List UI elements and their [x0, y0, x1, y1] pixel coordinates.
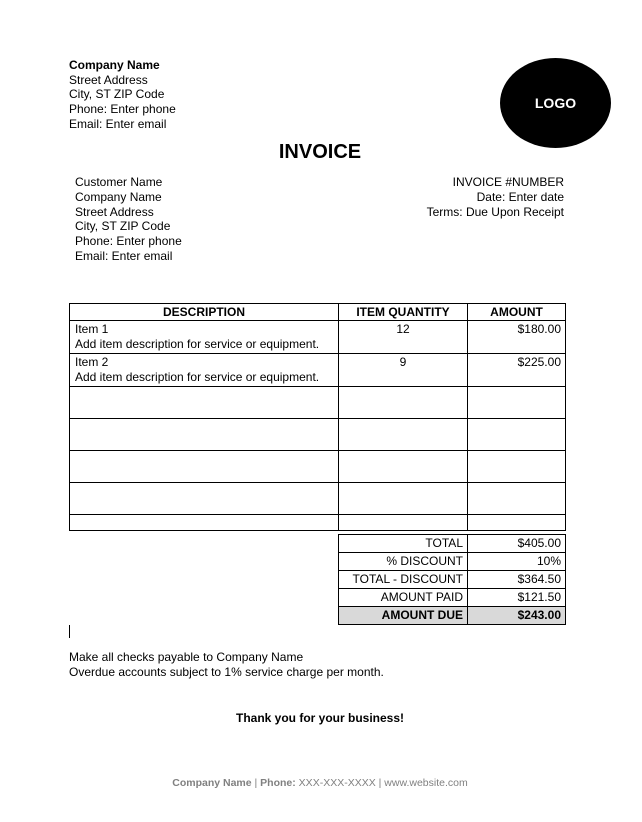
- header-amount: AMOUNT: [468, 304, 566, 321]
- row-description-cell[interactable]: [70, 354, 339, 387]
- empty-amount-cell[interactable]: [468, 483, 566, 515]
- empty-amount-cell[interactable]: [468, 515, 566, 531]
- row-amount[interactable]: $180.00: [468, 321, 566, 354]
- row-item-name: Item 1: [75, 322, 109, 336]
- footer-phone-value: XXX-XXX-XXXX: [295, 777, 376, 789]
- footer-company: Company Name: [172, 777, 252, 789]
- amount-paid-label: AMOUNT PAID: [339, 589, 468, 607]
- total-minus-discount-label: TOTAL - DISCOUNT: [339, 571, 468, 589]
- amount-paid-value[interactable]: $121.50: [468, 589, 566, 607]
- table-row: [70, 354, 566, 387]
- empty-amount-cell[interactable]: [468, 387, 566, 419]
- invoice-date: Date: Enter date: [476, 189, 564, 204]
- sender-city: City, ST ZIP Code: [69, 87, 165, 102]
- row-description-cell[interactable]: [70, 321, 339, 354]
- footer-separator: |: [251, 777, 261, 789]
- empty-quantity-cell[interactable]: [339, 419, 468, 451]
- discount-value[interactable]: 10%: [468, 553, 566, 571]
- customer-company: Company Name: [75, 189, 162, 204]
- footer-separator: |: [375, 777, 385, 789]
- empty-amount-cell[interactable]: [468, 419, 566, 451]
- bill-to-block: [75, 175, 182, 264]
- table-header-row: [70, 304, 566, 321]
- footer: [0, 777, 640, 789]
- logo-label: LOGO: [534, 95, 577, 111]
- customer-phone: Phone: Enter phone: [75, 234, 182, 249]
- sender-block: [69, 58, 176, 132]
- sender-phone: Phone: Enter phone: [69, 102, 176, 117]
- header-quantity: ITEM QUANTITY: [339, 304, 468, 321]
- items-table: [69, 303, 566, 531]
- discount-label: % DISCOUNT: [339, 553, 468, 571]
- totals-table: [338, 534, 566, 625]
- empty-description-cell[interactable]: [70, 451, 339, 483]
- amount-due-label: AMOUNT DUE: [339, 607, 468, 625]
- customer-email: Email: Enter email: [75, 248, 173, 263]
- table-row-empty: [70, 419, 566, 451]
- text-cursor: [69, 625, 70, 638]
- empty-description-cell[interactable]: [70, 419, 339, 451]
- invoice-meta-block: [427, 175, 564, 219]
- total-minus-discount-value[interactable]: $364.50: [468, 571, 566, 589]
- table-row: [70, 321, 566, 354]
- table-row-empty: [70, 387, 566, 419]
- empty-quantity-cell[interactable]: [339, 451, 468, 483]
- row-quantity[interactable]: 9: [339, 354, 468, 387]
- totals-row-amount-paid: [339, 589, 566, 607]
- empty-description-cell[interactable]: [70, 387, 339, 419]
- page-title: INVOICE: [278, 141, 362, 163]
- sender-email: Email: Enter email: [69, 116, 167, 131]
- table-row-empty: [70, 515, 566, 531]
- payment-note-overdue: Overdue accounts subject to 1% service charge per month.: [69, 664, 384, 679]
- payment-note-checks: Make all checks payable to Company Name: [69, 650, 304, 664]
- row-item-description: Add item description for service or equipment.: [75, 337, 320, 351]
- row-item-name: Item 2: [75, 355, 109, 369]
- sender-company-name: Company Name: [69, 58, 160, 72]
- empty-quantity-cell[interactable]: [339, 387, 468, 419]
- footer-phone-label: Phone:: [260, 777, 296, 789]
- empty-amount-cell[interactable]: [468, 451, 566, 483]
- header-description: DESCRIPTION: [70, 304, 339, 321]
- invoice-number: INVOICE #NUMBER: [452, 175, 564, 189]
- totals-row-discount: [339, 553, 566, 571]
- row-item-description: Add item description for service or equipment.: [75, 370, 320, 384]
- empty-quantity-cell[interactable]: [339, 515, 468, 531]
- logo-placeholder: [500, 58, 611, 148]
- customer-street: Street Address: [75, 204, 154, 219]
- table-row-empty: [70, 451, 566, 483]
- table-row-empty: [70, 483, 566, 515]
- thank-you-message: Thank you for your business!: [235, 711, 405, 725]
- total-value[interactable]: $405.00: [468, 535, 566, 553]
- footer-website[interactable]: www.website.com: [384, 777, 468, 789]
- totals-row-total: [339, 535, 566, 553]
- empty-description-cell[interactable]: [70, 515, 339, 531]
- customer-name: Customer Name: [75, 175, 163, 189]
- amount-due-value[interactable]: $243.00: [468, 607, 566, 625]
- row-quantity[interactable]: 12: [339, 321, 468, 354]
- totals-row-total-minus-discount: [339, 571, 566, 589]
- totals-row-amount-due: [339, 607, 566, 625]
- empty-quantity-cell[interactable]: [339, 483, 468, 515]
- total-label: TOTAL: [339, 535, 468, 553]
- sender-street: Street Address: [69, 72, 148, 87]
- row-amount[interactable]: $225.00: [468, 354, 566, 387]
- payment-notes: [69, 650, 384, 680]
- invoice-terms: Terms: Due Upon Receipt: [426, 204, 564, 219]
- empty-description-cell[interactable]: [70, 483, 339, 515]
- customer-city: City, ST ZIP Code: [75, 219, 171, 234]
